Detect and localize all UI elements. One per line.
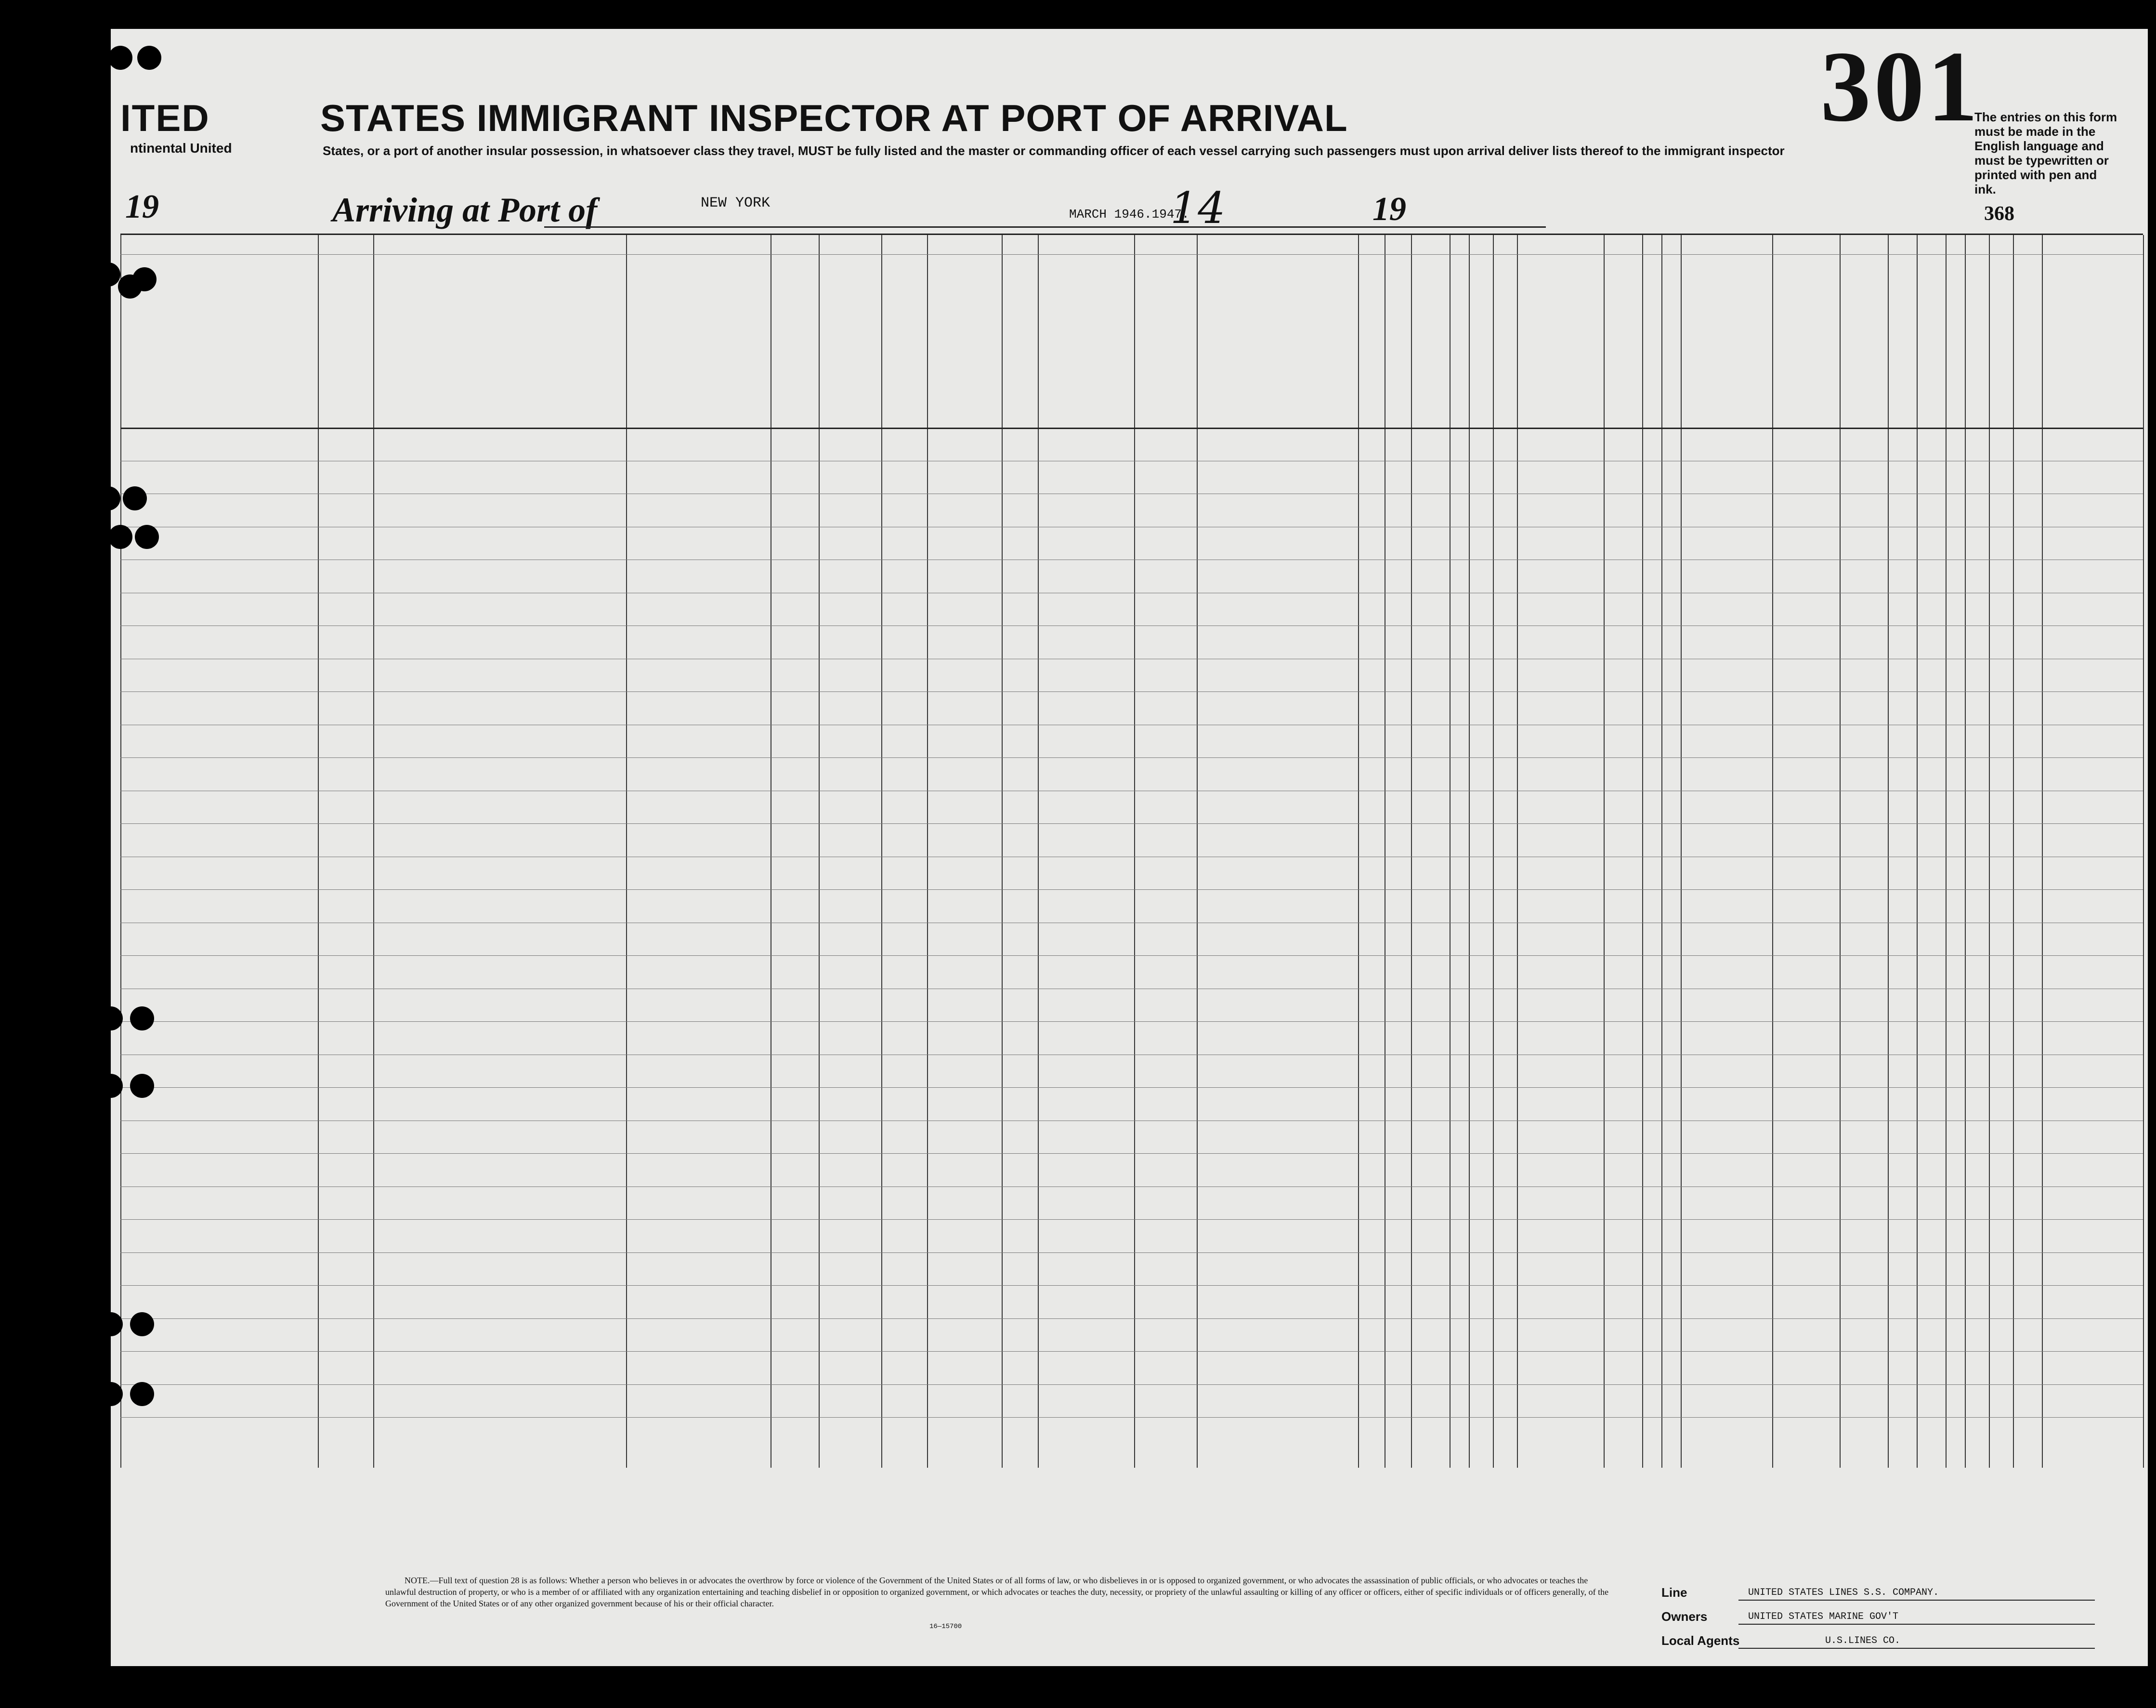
row-rule (120, 1087, 2143, 1088)
column-rule (1411, 235, 1412, 1468)
row-rule (120, 1318, 2143, 1319)
owners-value: UNITED STATES MARINE GOV'T (1748, 1611, 1899, 1622)
row-rule (120, 1384, 2143, 1385)
row-rule (120, 823, 2143, 824)
column-rule (1840, 235, 1841, 1468)
column-rule (120, 235, 121, 1468)
column-rule (1469, 235, 1470, 1468)
column-rule (1134, 235, 1135, 1468)
footnote: NOTE.—Full text of question 28 is as follows: Whether a person who believes in or advocates the overthrow by force or violence of the Government of the United States or of all forms of law, or who disbelieves in or is opposed to organized government, or who advocates the assassination of public officials, or who advocates or teaches the unlawful destruction of property, or who is a member of or affiliated with any organization entertaining and teaching disbelief in or opposition to organized government, or which advocates or teaches the duty, necessity, or propriety of the unlawful assaulting or killing of any officer or officers, either of specific individuals or of officers generally, of the Government of the United States or of any other organized government because of his or their official character. (385, 1576, 1609, 1608)
manifest-table (120, 234, 2143, 1468)
row-rule (120, 1252, 2143, 1253)
column-rule (1358, 235, 1359, 1468)
line-label: Line (1661, 1585, 1687, 1600)
punch-hole (132, 267, 157, 291)
sheet-number: 301 (1820, 31, 1981, 143)
column-rule (1517, 235, 1518, 1468)
punch-hole (108, 525, 132, 549)
punch-hole (130, 1006, 154, 1030)
column-rule (1989, 235, 1990, 1468)
column-rule (1002, 235, 1003, 1468)
column-rule (1681, 235, 1682, 1468)
page-subtitle: States, or a port of another insular possession, in whatsoever class they travel, MUST be fully listed and the master or commanding officer of each vessel carrying such passengers must upon arrival deliver lists thereof to the immigrant inspector (323, 143, 1785, 158)
row-rule (120, 1186, 2143, 1187)
punch-hole (99, 1312, 123, 1336)
punch-hole (108, 46, 132, 70)
column-rule (318, 235, 319, 1468)
owners-rule (1738, 1624, 2095, 1625)
column-rule (1493, 235, 1494, 1468)
form-code: 16—15700 (929, 1623, 962, 1630)
year-label-left: 19 (125, 188, 159, 225)
punch-hole (123, 486, 147, 510)
header-rule (120, 254, 2143, 255)
punch-hole (135, 525, 159, 549)
column-rule (373, 235, 374, 1468)
arrival-line (544, 226, 1132, 228)
row-rule (120, 889, 2143, 890)
row-rule (120, 1285, 2143, 1286)
arrival-date: MARCH 1946.1947. (1069, 207, 1189, 222)
column-rule (2143, 235, 2144, 1468)
arrival-label: Arriving at Port of (332, 191, 598, 229)
row-rule (120, 1153, 2143, 1154)
left-subtitle: ntinental United (130, 141, 232, 156)
row-rule (120, 1219, 2143, 1220)
owners-label: Owners (1661, 1609, 1708, 1624)
column-rule (1888, 235, 1889, 1468)
column-rule (1197, 235, 1198, 1468)
row-rule (120, 1417, 2143, 1418)
column-rule (1038, 235, 1039, 1468)
row-rule (120, 691, 2143, 692)
punch-hole (130, 1312, 154, 1336)
column-rule (1661, 235, 1662, 1468)
row-rule (120, 757, 2143, 758)
manifest-page (111, 29, 2148, 1666)
agents-value: U.S.LINES CO. (1825, 1635, 1901, 1646)
instruction-note: The entries on this form must be made in the English language and must be typewritten or printed with pen and ink. (1974, 110, 2117, 196)
punch-hole (99, 1006, 123, 1030)
column-rule (819, 235, 820, 1468)
punch-hole (130, 1074, 154, 1098)
line-value: UNITED STATES LINES S.S. COMPANY. (1748, 1587, 1939, 1598)
handwritten-day: 14 (1170, 183, 1226, 234)
column-rule (881, 235, 882, 1468)
header-rule (120, 428, 2143, 429)
date-line (1064, 226, 1546, 228)
year-label-right: 19 (1372, 191, 1406, 228)
row-rule (120, 1021, 2143, 1022)
column-rule (1965, 235, 1966, 1468)
column-rule (1946, 235, 1947, 1468)
column-rule (2013, 235, 2014, 1468)
column-rule (626, 235, 627, 1468)
punch-hole (96, 486, 120, 510)
agents-rule (1738, 1648, 2095, 1649)
row-rule (120, 1351, 2143, 1352)
agents-label: Local Agents (1661, 1633, 1740, 1648)
column-rule (1604, 235, 1605, 1468)
punch-hole (96, 262, 120, 287)
port-name: NEW YORK (701, 195, 771, 211)
punch-hole (137, 46, 161, 70)
punch-hole (130, 1382, 154, 1406)
column-rule (1917, 235, 1918, 1468)
column-rule (1772, 235, 1773, 1468)
column-rule (927, 235, 928, 1468)
row-rule (120, 955, 2143, 956)
stamp-number: 368 (1984, 203, 2014, 225)
title-fragment: ITED (120, 97, 210, 139)
page-title: STATES IMMIGRANT INSPECTOR AT PORT OF ARRIVAL (320, 97, 1348, 139)
punch-hole (99, 1074, 123, 1098)
line-rule (1738, 1600, 2095, 1601)
punch-hole (99, 1382, 123, 1406)
column-rule (1642, 235, 1643, 1468)
column-rule (2042, 235, 2043, 1468)
